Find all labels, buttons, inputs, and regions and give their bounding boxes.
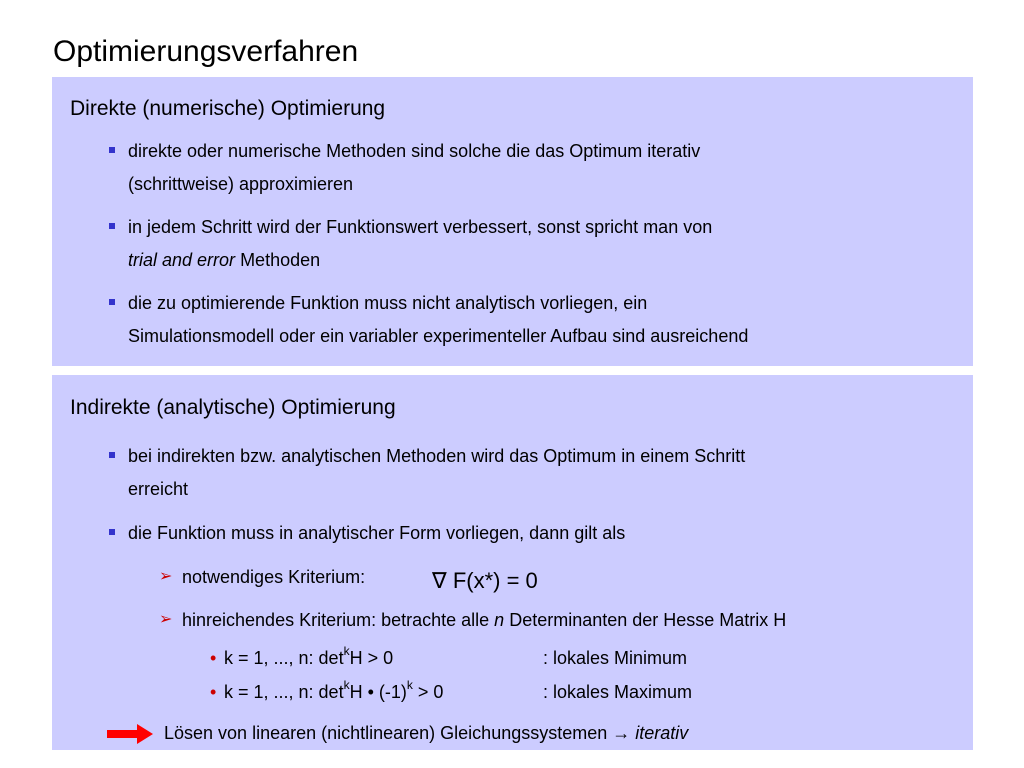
sufficient-criterion-text	[182, 609, 786, 631]
row1-cond: k = 1, ..., n: det	[224, 648, 344, 668]
direct-optimization-panel	[52, 77, 973, 366]
implies-arrow-icon: →	[612, 723, 631, 743]
square-bullet-icon	[109, 529, 115, 535]
minimum-result: : lokales Minimum	[543, 648, 688, 668]
square-bullet-icon	[109, 299, 115, 305]
slide-title: Optimierungsverfahren	[53, 35, 359, 68]
direct-bullet-2-line-2	[128, 249, 320, 271]
dot-bullet-icon: •	[210, 648, 217, 668]
row2-tail: > 0	[412, 682, 444, 702]
direct-bullet-2-line-1: in jedem Schritt wird der Funktionswert verbessert, sonst spricht man von	[128, 217, 713, 237]
indirect-bullet-2-line-1: die Funktion muss in analytischer Form vorliegen, dann gilt als	[128, 523, 626, 543]
indirect-bullet-1-line-2: erreicht	[128, 479, 189, 499]
indirect-bullet-1-line-1: bei indirekten bzw. analytischen Methoden wird das Optimum in einem Schritt	[128, 446, 746, 466]
indirect-optimization-panel	[52, 375, 973, 750]
sufficient-post: Determinanten der Hesse Matrix H	[504, 610, 787, 630]
row2-mid: H • (-1)	[349, 682, 407, 702]
arrow-bullet-icon: ➢	[159, 611, 173, 628]
trial-and-error-text: trial and error	[128, 250, 236, 270]
minimum-condition	[224, 644, 394, 669]
direct-bullet-1-line-2: (schrittweise) approximieren	[128, 174, 354, 194]
direct-bullet-3-line-2: Simulationsmodell oder ein variabler experimenteller Aufbau sind ausreichend	[128, 326, 749, 346]
right-arrow-icon	[107, 724, 153, 744]
indirect-heading: Indirekte (analytische) Optimierung	[70, 396, 396, 419]
conclusion-text	[164, 722, 688, 744]
methoden-text: Methoden	[240, 250, 321, 270]
row1-sup: k	[343, 644, 350, 658]
maximum-result: : lokales Maximum	[543, 682, 693, 702]
maximum-condition	[224, 678, 444, 703]
direct-bullet-1-line-1: direkte oder numerische Methoden sind solche die das Optimum iterativ	[128, 141, 701, 161]
arrow-bullet-icon: ➢	[159, 568, 173, 585]
necessary-criterion-label: notwendiges Kriterium:	[182, 567, 366, 587]
dot-bullet-icon: •	[210, 682, 217, 702]
row2-sup2: k	[406, 678, 413, 692]
square-bullet-icon	[109, 223, 115, 229]
square-bullet-icon	[109, 452, 115, 458]
gradient-formula: ∇ F(x*) = 0	[432, 568, 538, 593]
sufficient-pre: hinreichendes Kriterium: betrachte alle	[182, 610, 495, 630]
direct-heading: Direkte (numerische) Optimierung	[70, 97, 386, 120]
conclusion-italic: iterativ	[635, 723, 689, 743]
row2-cond: k = 1, ..., n: det	[224, 682, 344, 702]
square-bullet-icon	[109, 147, 115, 153]
sufficient-n: n	[494, 610, 505, 630]
row1-tail: H > 0	[349, 648, 394, 668]
row2-sup: k	[343, 678, 350, 692]
conclusion-pre: Lösen von linearen (nichtlinearen) Gleichungssystemen	[164, 723, 613, 743]
direct-bullet-3-line-1: die zu optimierende Funktion muss nicht analytisch vorliegen, ein	[128, 293, 648, 313]
